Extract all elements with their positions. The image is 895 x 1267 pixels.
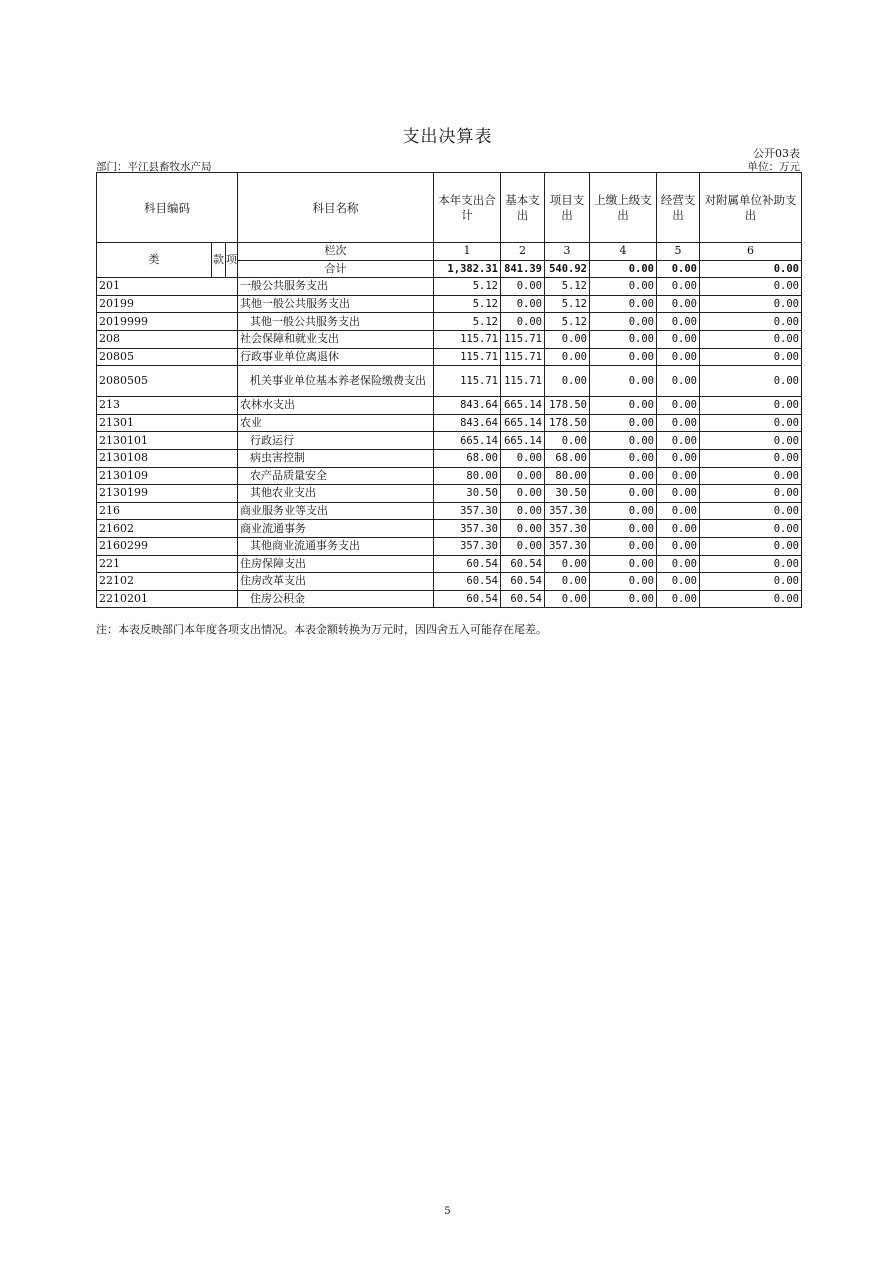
total-value: 841.39 — [501, 260, 545, 278]
amount-cell: 5.12 — [434, 278, 501, 296]
table-row — [97, 485, 802, 503]
table-row — [97, 467, 802, 485]
subject-name: 社会保障和就业支出 — [238, 330, 434, 348]
subject-name: 其他农业支出 — [238, 485, 434, 503]
amount-cell: 0.00 — [590, 467, 657, 485]
subject-code: 208 — [97, 330, 238, 348]
subject-code: 20805 — [97, 348, 238, 366]
amount-cell: 0.00 — [700, 502, 802, 520]
amount-cell: 0.00 — [590, 502, 657, 520]
total-value: 0.00 — [700, 260, 802, 278]
amount-cell: 0.00 — [590, 537, 657, 555]
amount-cell: 357.30 — [434, 520, 501, 538]
amount-cell: 0.00 — [657, 449, 700, 467]
amount-cell: 0.00 — [657, 467, 700, 485]
table-row — [97, 414, 802, 432]
amount-cell: 0.00 — [657, 366, 700, 397]
amount-cell: 0.00 — [590, 555, 657, 573]
table-row — [97, 537, 802, 555]
table-row — [97, 590, 802, 608]
table-title: 支出决算表 — [402, 127, 493, 147]
amount-cell: 0.00 — [590, 295, 657, 313]
amount-cell: 60.54 — [434, 573, 501, 591]
table-row — [97, 502, 802, 520]
amount-cell: 0.00 — [501, 502, 545, 520]
amount-cell: 0.00 — [700, 397, 802, 415]
table-note: 注：本表反映部门本年度各项支出情况。本表金额转换为万元时，因四舍五入可能存在尾差。 — [96, 623, 547, 636]
amount-cell: 0.00 — [700, 278, 802, 296]
subject-code: 216 — [97, 502, 238, 520]
amount-cell: 0.00 — [501, 467, 545, 485]
col-number: 6 — [700, 243, 802, 261]
amount-cell: 60.54 — [501, 573, 545, 591]
amount-cell: 178.50 — [545, 414, 590, 432]
amount-cell: 5.12 — [434, 295, 501, 313]
subject-code: 201 — [97, 278, 238, 296]
amount-cell: 80.00 — [434, 467, 501, 485]
amount-cell: 0.00 — [700, 485, 802, 503]
subject-code: 21602 — [97, 520, 238, 538]
amount-cell: 115.71 — [434, 330, 501, 348]
table-row — [97, 449, 802, 467]
amount-cell: 0.00 — [545, 432, 590, 450]
table-row — [97, 573, 802, 591]
subject-code: 221 — [97, 555, 238, 573]
amount-cell: 0.00 — [657, 295, 700, 313]
amount-cell: 0.00 — [700, 348, 802, 366]
amount-cell: 665.14 — [501, 397, 545, 415]
amount-cell: 0.00 — [545, 555, 590, 573]
table-row — [97, 366, 802, 397]
amount-cell: 178.50 — [545, 397, 590, 415]
amount-cell: 0.00 — [501, 295, 545, 313]
amount-cell: 0.00 — [590, 520, 657, 538]
amount-cell: 0.00 — [657, 485, 700, 503]
unit-label: 单位：万元 — [747, 161, 800, 173]
amount-cell: 0.00 — [501, 313, 545, 331]
amount-cell: 0.00 — [657, 313, 700, 331]
subject-code: 2130101 — [97, 432, 238, 450]
subject-name: 其他一般公共服务支出 — [238, 295, 434, 313]
table-row — [97, 278, 802, 296]
amount-cell: 0.00 — [657, 537, 700, 555]
subject-name: 农产品质量安全 — [238, 467, 434, 485]
amount-cell: 30.50 — [545, 485, 590, 503]
subject-code: 2080505 — [97, 366, 238, 397]
amount-cell: 60.54 — [434, 555, 501, 573]
subject-name: 其他一般公共服务支出 — [238, 313, 434, 331]
amount-cell: 0.00 — [700, 414, 802, 432]
table-row — [97, 295, 802, 313]
subject-name: 机关事业单位基本养老保险缴费支出 — [238, 366, 434, 397]
subject-name: 行政运行 — [238, 432, 434, 450]
subject-code: 22102 — [97, 573, 238, 591]
amount-cell: 0.00 — [657, 348, 700, 366]
col-number: 4 — [590, 243, 657, 261]
amount-cell: 0.00 — [657, 397, 700, 415]
table-row — [97, 348, 802, 366]
col-header-subsidy: 对附属单位补助支出 — [700, 173, 802, 243]
amount-cell: 0.00 — [700, 555, 802, 573]
table-row — [97, 313, 802, 331]
amount-cell: 0.00 — [545, 590, 590, 608]
table-row — [97, 520, 802, 538]
lei-header: 类 — [97, 243, 212, 278]
amount-cell: 0.00 — [590, 432, 657, 450]
amount-cell: 0.00 — [545, 348, 590, 366]
total-value: 1,382.31 — [434, 260, 501, 278]
col-header-project: 项目支出 — [545, 173, 590, 243]
amount-cell: 0.00 — [501, 485, 545, 503]
amount-cell: 357.30 — [545, 520, 590, 538]
amount-cell: 0.00 — [700, 295, 802, 313]
table-row — [97, 555, 802, 573]
col-number: 2 — [501, 243, 545, 261]
subject-name: 住房公积金 — [238, 590, 434, 608]
amount-cell: 357.30 — [545, 502, 590, 520]
amount-cell: 0.00 — [657, 330, 700, 348]
amount-cell: 665.14 — [434, 432, 501, 450]
table-row — [97, 397, 802, 415]
col-header-operating: 经营支出 — [657, 173, 700, 243]
subject-code: 213 — [97, 397, 238, 415]
subject-name: 住房改革支出 — [238, 573, 434, 591]
amount-cell: 115.71 — [501, 366, 545, 397]
amount-cell: 5.12 — [434, 313, 501, 331]
amount-cell: 0.00 — [501, 520, 545, 538]
amount-cell: 5.12 — [545, 313, 590, 331]
amount-cell: 115.71 — [501, 330, 545, 348]
amount-cell: 0.00 — [700, 449, 802, 467]
amount-cell: 60.54 — [501, 555, 545, 573]
amount-cell: 0.00 — [700, 590, 802, 608]
amount-cell: 0.00 — [545, 366, 590, 397]
subject-name: 住房保障支出 — [238, 555, 434, 573]
amount-cell: 0.00 — [590, 348, 657, 366]
amount-cell: 0.00 — [657, 520, 700, 538]
subject-code: 21301 — [97, 414, 238, 432]
code-header: 科目编码 — [97, 173, 238, 243]
amount-cell: 843.64 — [434, 397, 501, 415]
table-row — [97, 432, 802, 450]
total-value: 0.00 — [657, 260, 700, 278]
column-number-row — [97, 243, 802, 261]
table-row — [97, 330, 802, 348]
amount-cell: 0.00 — [700, 467, 802, 485]
amount-cell: 5.12 — [545, 295, 590, 313]
subject-code: 2130109 — [97, 467, 238, 485]
kuan-header: 款 — [212, 243, 226, 278]
lanci-label: 栏次 — [238, 243, 434, 261]
subject-code: 2130108 — [97, 449, 238, 467]
amount-cell: 0.00 — [657, 432, 700, 450]
amount-cell: 0.00 — [657, 590, 700, 608]
col-header-basic: 基本支出 — [501, 173, 545, 243]
subject-name: 农林水支出 — [238, 397, 434, 415]
amount-cell: 665.14 — [501, 414, 545, 432]
subject-code: 2210201 — [97, 590, 238, 608]
amount-cell: 0.00 — [700, 432, 802, 450]
amount-cell: 0.00 — [657, 555, 700, 573]
amount-cell: 0.00 — [590, 330, 657, 348]
xiang-header: 项 — [226, 243, 238, 278]
amount-cell: 0.00 — [700, 330, 802, 348]
subject-name: 其他商业流通事务支出 — [238, 537, 434, 555]
amount-cell: 0.00 — [590, 414, 657, 432]
amount-cell: 115.71 — [501, 348, 545, 366]
subject-code: 2130199 — [97, 485, 238, 503]
amount-cell: 0.00 — [501, 449, 545, 467]
amount-cell: 357.30 — [434, 502, 501, 520]
subject-name: 病虫害控制 — [238, 449, 434, 467]
amount-cell: 0.00 — [657, 414, 700, 432]
amount-cell: 115.71 — [434, 366, 501, 397]
subject-name: 农业 — [238, 414, 434, 432]
amount-cell: 0.00 — [657, 573, 700, 591]
col-number: 3 — [545, 243, 590, 261]
department-label: 部门：平江县畜牧水产局 — [96, 161, 212, 173]
amount-cell: 0.00 — [700, 537, 802, 555]
total-label: 合计 — [238, 260, 434, 278]
subject-code: 2160299 — [97, 537, 238, 555]
total-value: 540.92 — [545, 260, 590, 278]
amount-cell: 5.12 — [545, 278, 590, 296]
amount-cell: 0.00 — [545, 330, 590, 348]
subject-code: 2019999 — [97, 313, 238, 331]
col-header-remit: 上缴上级支出 — [590, 173, 657, 243]
amount-cell: 68.00 — [545, 449, 590, 467]
amount-cell: 0.00 — [657, 502, 700, 520]
amount-cell: 80.00 — [545, 467, 590, 485]
header-row — [97, 173, 802, 243]
amount-cell: 0.00 — [590, 397, 657, 415]
amount-cell: 0.00 — [501, 278, 545, 296]
subject-name: 行政事业单位离退休 — [238, 348, 434, 366]
amount-cell: 0.00 — [590, 485, 657, 503]
amount-cell: 357.30 — [545, 537, 590, 555]
amount-cell: 0.00 — [501, 537, 545, 555]
amount-cell: 0.00 — [590, 449, 657, 467]
form-number: 公开03表 — [753, 147, 800, 160]
subject-code: 20199 — [97, 295, 238, 313]
amount-cell: 30.50 — [434, 485, 501, 503]
col-header-total: 本年支出合计 — [434, 173, 501, 243]
amount-cell: 0.00 — [590, 313, 657, 331]
name-header: 科目名称 — [238, 173, 434, 243]
amount-cell: 68.00 — [434, 449, 501, 467]
expenditure-table — [96, 172, 802, 608]
col-number: 1 — [434, 243, 501, 261]
amount-cell: 0.00 — [590, 573, 657, 591]
amount-cell: 60.54 — [434, 590, 501, 608]
amount-cell: 0.00 — [700, 313, 802, 331]
amount-cell: 0.00 — [590, 366, 657, 397]
amount-cell: 0.00 — [590, 278, 657, 296]
page-number: 5 — [444, 1206, 451, 1217]
amount-cell: 0.00 — [700, 366, 802, 397]
amount-cell: 357.30 — [434, 537, 501, 555]
subject-name: 一般公共服务支出 — [238, 278, 434, 296]
amount-cell: 0.00 — [700, 520, 802, 538]
amount-cell: 60.54 — [501, 590, 545, 608]
amount-cell: 665.14 — [501, 432, 545, 450]
amount-cell: 0.00 — [590, 590, 657, 608]
amount-cell: 0.00 — [545, 573, 590, 591]
subject-name: 商业服务业等支出 — [238, 502, 434, 520]
amount-cell: 115.71 — [434, 348, 501, 366]
col-number: 5 — [657, 243, 700, 261]
amount-cell: 843.64 — [434, 414, 501, 432]
subject-name: 商业流通事务 — [238, 520, 434, 538]
amount-cell: 0.00 — [700, 573, 802, 591]
amount-cell: 0.00 — [657, 278, 700, 296]
total-value: 0.00 — [590, 260, 657, 278]
